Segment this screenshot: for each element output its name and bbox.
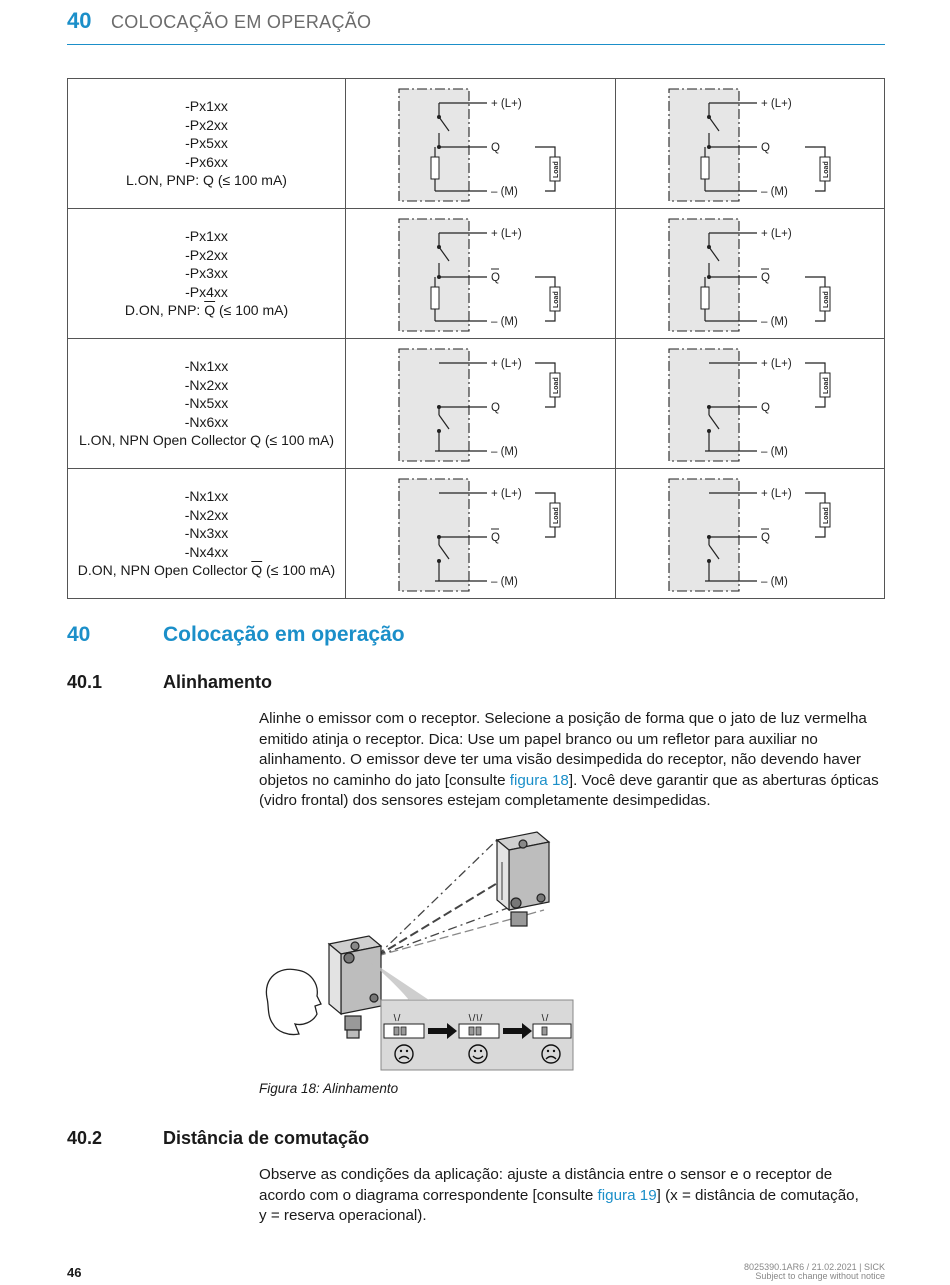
- junction-dot: [437, 559, 441, 563]
- load-wire: [805, 277, 825, 287]
- table-row: [68, 339, 885, 469]
- model-code: -Px1xx: [185, 228, 228, 245]
- npn-circuit-diagram: [395, 343, 565, 465]
- alignment-paragraph: [259, 709, 889, 812]
- row-label: [68, 209, 346, 339]
- junction-dot: [707, 145, 711, 149]
- model-code: -Px4xx: [185, 283, 228, 300]
- table-row: [68, 469, 885, 599]
- load-label: Load: [822, 290, 830, 308]
- model-code: -Nx1xx: [184, 358, 229, 375]
- junction-dot: [437, 535, 441, 539]
- wiring-diagram: [615, 469, 885, 599]
- junction-dot: [437, 115, 441, 119]
- terminal-plus-label: + (L+): [760, 487, 792, 500]
- chapter-title: COLOCAÇÃO EM OPERAÇÃO: [111, 12, 372, 32]
- section-title: Distância de comutação: [163, 1128, 370, 1148]
- terminal-q-label: Q: [760, 271, 770, 284]
- switching-mode: L.ON, NPN Open Collector Q (≤ 100 mA): [78, 432, 335, 449]
- wiring-diagram: [346, 209, 616, 339]
- mode-prefix: D.ON, PNP:: [124, 302, 205, 319]
- mode-prefix: D.ON, NPN Open Collector: [77, 562, 252, 579]
- table-row: [68, 209, 885, 339]
- junction-dot: [707, 115, 711, 119]
- document-footer: [744, 1263, 885, 1281]
- sensor-housing: [669, 219, 739, 331]
- model-code: -Nx6xx: [184, 413, 229, 430]
- junction-dot: [437, 145, 441, 149]
- pnp-circuit-diagram: [395, 83, 565, 205]
- receiver-sensor: [497, 832, 549, 926]
- model-code: -Nx2xx: [184, 376, 229, 393]
- terminal-q-label: Q: [760, 141, 770, 154]
- led-indicator-panel: [357, 952, 573, 1070]
- wiring-diagram: [346, 339, 616, 469]
- load-wire: [545, 527, 555, 537]
- load-wire: [545, 311, 555, 321]
- terminal-minus-label: – (M): [491, 315, 519, 328]
- sensor-housing: [399, 219, 469, 331]
- pnp-circuit-diagram: [665, 213, 835, 335]
- wiring-diagram: [346, 79, 616, 209]
- junction-dot: [707, 245, 711, 249]
- junction-dot: [437, 405, 441, 409]
- load-label: Load: [553, 290, 561, 308]
- load-wire: [815, 181, 825, 191]
- switching-mode: [68, 561, 345, 580]
- load-wire: [815, 397, 825, 407]
- wiring-diagram: [615, 339, 885, 469]
- load-label: Load: [553, 376, 561, 394]
- section-title: Alinhamento: [163, 672, 273, 692]
- pnp-circuit-diagram: [665, 83, 835, 205]
- load-wire: [535, 493, 555, 503]
- terminal-plus-label: + (L+): [491, 357, 522, 370]
- load-wire: [805, 147, 825, 157]
- document-reference: 8025390.1AR6 / 21.02.2021 | SICK: [744, 1262, 885, 1272]
- model-code: -Nx2xx: [184, 506, 229, 523]
- wiring-table: [67, 78, 885, 599]
- terminal-minus-label: – (M): [491, 575, 519, 588]
- load-label: Load: [822, 506, 830, 524]
- load-wire: [805, 363, 825, 373]
- load-wire: [545, 181, 555, 191]
- figure-link[interactable]: figura 19: [597, 1186, 657, 1204]
- model-code: -Px1xx: [185, 98, 228, 115]
- terminal-minus-label: – (M): [760, 315, 788, 328]
- wiring-diagram: [346, 469, 616, 599]
- resistor: [431, 157, 439, 179]
- paragraph-text: Observe as condições da aplicação: ajuste a distância entre o sensor e o receptor de acordo com o diagrama correspondente [consulte: [259, 1166, 833, 1204]
- page-header: [67, 4, 885, 45]
- row-label: [68, 469, 346, 599]
- sensor-housing: [669, 479, 739, 591]
- load-wire: [805, 493, 825, 503]
- terminal-q-label: Q: [491, 531, 501, 544]
- model-code: -Px2xx: [185, 246, 228, 263]
- junction-dot: [437, 245, 441, 249]
- terminal-plus-label: + (L+): [491, 487, 522, 500]
- resistor: [701, 287, 709, 309]
- model-code: -Px3xx: [185, 265, 228, 282]
- load-wire: [545, 397, 555, 407]
- terminal-q-label: Q: [760, 401, 770, 414]
- load-label: Load: [553, 506, 561, 524]
- sensor-housing: [399, 479, 469, 591]
- figure-caption: Figura 18: Alinhamento: [259, 1081, 399, 1096]
- load-wire: [815, 527, 825, 537]
- terminal-plus-label: + (L+): [760, 97, 792, 110]
- load-wire: [815, 311, 825, 321]
- load-label: Load: [553, 160, 561, 178]
- section-heading-40-1: [67, 672, 273, 693]
- terminal-minus-label: – (M): [760, 445, 788, 458]
- emitter-sensor: [329, 936, 381, 1038]
- switching-mode: L.ON, PNP: Q (≤ 100 mA): [126, 172, 287, 189]
- load-wire: [535, 363, 555, 373]
- mode-suffix: (≤ 100 mA): [215, 302, 289, 319]
- figure-link[interactable]: figura 18: [509, 771, 569, 789]
- mode-q-inverted: $\overline{Q}$: [204, 302, 216, 319]
- sensor-housing: [399, 349, 469, 461]
- model-code: -Nx1xx: [184, 488, 229, 505]
- junction-dot: [437, 275, 441, 279]
- load-label: Load: [822, 160, 830, 178]
- terminal-minus-label: – (M): [491, 445, 519, 458]
- junction-dot: [707, 559, 711, 563]
- section-title: Colocação em operação: [163, 623, 405, 646]
- terminal-q-label: Q: [491, 401, 501, 414]
- npn-circuit-diagram: [665, 343, 835, 465]
- paragraph-text: Alinhe o emissor com o receptor. Selecione a posição de forma que o jato de luz vermelha emitido atinja o receptor. Dica: Use um papel branco ou um refletor para auxiliar no alinhamento. O emissor deve ter uma visão desimpedida do receptor, não devendo haver objetos no caminho do jato [consulte: [259, 710, 867, 789]
- switching-distance-paragraph: [259, 1165, 859, 1227]
- model-code: -Px2xx: [185, 116, 228, 133]
- npn-circuit-diagram: [395, 473, 565, 595]
- row-label: [68, 339, 346, 469]
- junction-dot: [707, 535, 711, 539]
- sensor-housing: [669, 349, 739, 461]
- model-code: -Px5xx: [185, 135, 228, 152]
- section-heading-40: [67, 623, 405, 647]
- chapter-number: 40: [67, 8, 92, 33]
- terminal-q-label: Q: [491, 271, 501, 284]
- load-wire: [535, 147, 555, 157]
- junction-dot: [437, 429, 441, 433]
- model-code: -Nx4xx: [184, 543, 229, 560]
- mode-q-inverted: $\overline{Q}$: [251, 562, 263, 579]
- junction-dot: [707, 275, 711, 279]
- terminal-minus-label: – (M): [760, 575, 788, 588]
- resistor: [431, 287, 439, 309]
- junction-dot: [707, 429, 711, 433]
- section-heading-40-2: [67, 1128, 370, 1149]
- page-number: 46: [67, 1265, 82, 1280]
- terminal-plus-label: + (L+): [760, 227, 792, 240]
- paragraph-text: ]. Você deve garantir que as aberturas ópticas (vidro frontal) dos sensores estejam completamente desimpedidas.: [259, 771, 879, 810]
- npn-circuit-diagram: [665, 473, 835, 595]
- terminal-minus-label: – (M): [760, 185, 788, 198]
- section-number: 40.2: [67, 1128, 103, 1148]
- terminal-minus-label: – (M): [491, 185, 519, 198]
- alignment-illustration: [259, 828, 579, 1076]
- terminal-plus-label: + (L+): [491, 227, 522, 240]
- junction-dot: [707, 405, 711, 409]
- change-notice: Subject to change without notice: [755, 1271, 885, 1281]
- wiring-diagram: [615, 79, 885, 209]
- paragraph-text: ] (x = distância de comutação, y = reserva operacional).: [259, 1186, 859, 1225]
- row-label: [68, 79, 346, 209]
- section-number: 40: [67, 623, 91, 646]
- terminal-plus-label: + (L+): [760, 357, 792, 370]
- mode-suffix: (≤ 100 mA): [262, 562, 336, 579]
- model-code: -Nx5xx: [184, 395, 229, 412]
- head-silhouette: [266, 969, 321, 1034]
- terminal-q-label: Q: [491, 141, 501, 154]
- load-label: Load: [822, 376, 830, 394]
- resistor: [701, 157, 709, 179]
- sensor-housing: [669, 89, 739, 201]
- terminal-plus-label: + (L+): [491, 97, 522, 110]
- model-code: -Px6xx: [185, 153, 228, 170]
- load-wire: [535, 277, 555, 287]
- wiring-diagram: [615, 209, 885, 339]
- switching-mode: [68, 301, 345, 320]
- terminal-q-label: Q: [760, 531, 770, 544]
- section-number: 40.1: [67, 672, 103, 692]
- sensor-housing: [399, 89, 469, 201]
- table-row: [68, 79, 885, 209]
- pnp-circuit-diagram: [395, 213, 565, 335]
- model-code: -Nx3xx: [184, 525, 229, 542]
